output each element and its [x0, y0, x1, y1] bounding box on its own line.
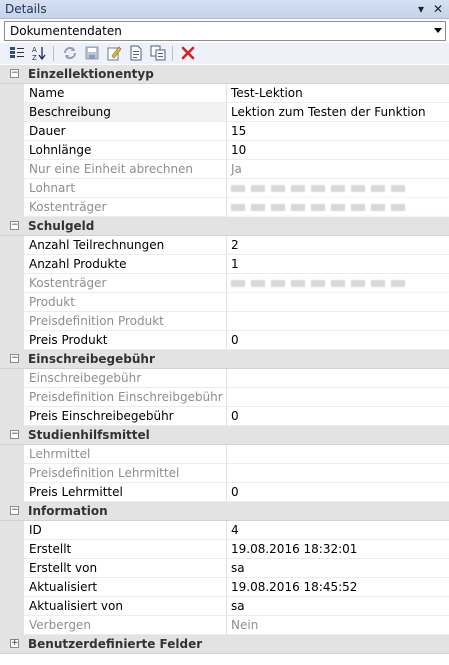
row-gutter — [0, 369, 24, 388]
property-value: Ja — [227, 160, 449, 179]
property-row[interactable] — [0, 179, 449, 198]
panel-titlebar — [0, 0, 449, 19]
categorized-icon[interactable] — [9, 45, 25, 61]
property-row[interactable] — [0, 369, 449, 388]
property-value — [227, 274, 449, 293]
row-gutter — [0, 274, 24, 293]
property-row[interactable] — [0, 236, 449, 255]
property-value[interactable]: 10 — [227, 141, 449, 160]
property-name: Beschreibung — [24, 103, 227, 122]
redacted-value — [231, 280, 411, 287]
property-name: ID — [24, 521, 227, 540]
delete-icon[interactable] — [180, 45, 196, 61]
property-value[interactable]: sa — [227, 559, 449, 578]
row-gutter — [0, 103, 24, 122]
row-gutter — [0, 293, 24, 312]
property-value[interactable]: 1 — [227, 255, 449, 274]
row-gutter — [0, 388, 24, 407]
property-value — [227, 179, 449, 198]
property-name: Preis Einschreibegebühr — [24, 407, 227, 426]
category-label: Information — [28, 504, 108, 518]
property-name: Lohnart — [24, 179, 227, 198]
property-row[interactable] — [0, 103, 449, 122]
category-label: Einschreibegebühr — [28, 352, 155, 366]
property-row[interactable] — [0, 331, 449, 350]
property-name: Preisdefinition Lehrmittel — [24, 464, 227, 483]
property-value[interactable]: 15 — [227, 122, 449, 141]
chevron-down-icon[interactable] — [434, 28, 442, 33]
property-row[interactable] — [0, 445, 449, 464]
row-gutter — [0, 464, 24, 483]
property-row[interactable] — [0, 122, 449, 141]
row-gutter — [0, 122, 24, 141]
row-gutter — [0, 312, 24, 331]
save-icon[interactable] — [84, 45, 100, 61]
property-row[interactable] — [0, 312, 449, 331]
property-row[interactable] — [0, 84, 449, 103]
category-label: Studienhilfsmittel — [28, 428, 150, 442]
toolbar-separator — [172, 46, 173, 61]
property-row[interactable] — [0, 616, 449, 635]
panel-title: Details — [5, 2, 47, 16]
property-name: Aktualisiert von — [24, 597, 227, 616]
collapse-icon[interactable]: − — [11, 68, 19, 78]
row-gutter — [0, 578, 24, 597]
collapse-icon[interactable]: − — [11, 353, 19, 363]
property-name: Einschreibegebühr — [24, 369, 227, 388]
refresh-icon[interactable] — [62, 45, 78, 61]
collapse-icon[interactable]: − — [11, 505, 19, 515]
svg-text:Z: Z — [32, 54, 37, 61]
property-row[interactable] — [0, 198, 449, 217]
property-toolbar — [0, 43, 449, 64]
row-gutter — [0, 521, 24, 540]
row-gutter — [0, 559, 24, 578]
property-name: Erstellt — [24, 540, 227, 559]
property-row[interactable] — [0, 388, 449, 407]
property-name: Erstellt von — [24, 559, 227, 578]
collapse-icon[interactable]: − — [11, 429, 19, 439]
row-gutter — [0, 540, 24, 559]
property-name: Lohnlänge — [24, 141, 227, 160]
close-icon[interactable]: ✕ — [433, 2, 444, 16]
object-select-dropdown[interactable] — [4, 21, 446, 41]
property-value[interactable]: 0 — [227, 331, 449, 350]
property-name: Anzahl Produkte — [24, 255, 227, 274]
edit-icon[interactable] — [106, 45, 122, 61]
property-value — [227, 464, 449, 483]
category-header[interactable] — [0, 502, 449, 521]
category-header[interactable] — [0, 426, 449, 445]
property-value — [227, 445, 449, 464]
pin-dropdown-icon[interactable]: ▾ — [418, 2, 425, 16]
row-gutter — [0, 84, 24, 103]
category-header[interactable] — [0, 65, 449, 84]
property-name: Preisdefinition Produkt — [24, 312, 227, 331]
row-gutter — [0, 179, 24, 198]
property-row[interactable] — [0, 407, 449, 426]
svg-text:A: A — [32, 46, 37, 54]
category-header[interactable] — [0, 217, 449, 236]
property-name: Preis Lehrmittel — [24, 483, 227, 502]
property-name: Aktualisiert — [24, 578, 227, 597]
row-gutter — [0, 141, 24, 160]
property-value — [227, 312, 449, 331]
property-value[interactable]: 4 — [227, 521, 449, 540]
expand-icon[interactable]: + — [11, 638, 19, 648]
property-value — [227, 369, 449, 388]
property-value — [227, 293, 449, 312]
row-gutter — [0, 407, 24, 426]
category-header[interactable] — [0, 350, 449, 369]
category-label: Einzellektionentyp — [28, 67, 154, 81]
copy-icon[interactable] — [150, 45, 166, 61]
collapse-icon[interactable]: − — [11, 220, 19, 230]
property-value[interactable]: Test-Lektion — [227, 84, 449, 103]
property-name: Verbergen — [24, 616, 227, 635]
property-name: Lehrmittel — [24, 445, 227, 464]
property-name: Nur eine Einheit abrechnen — [24, 160, 227, 179]
row-gutter — [0, 616, 24, 635]
property-value — [227, 198, 449, 217]
property-value[interactable]: 19.08.2016 18:32:01 — [227, 540, 449, 559]
property-row[interactable] — [0, 483, 449, 502]
property-value: Nein — [227, 616, 449, 635]
property-value[interactable]: Lektion zum Testen der Funktion — [227, 103, 449, 122]
property-row[interactable] — [0, 578, 449, 597]
property-name: Preis Produkt — [24, 331, 227, 350]
row-gutter — [0, 160, 24, 179]
property-name: Kostenträger — [24, 198, 227, 217]
category-header[interactable] — [0, 635, 449, 654]
property-row[interactable] — [0, 274, 449, 293]
row-gutter — [0, 236, 24, 255]
property-row[interactable] — [0, 521, 449, 540]
category-label: Schulgeld — [28, 219, 95, 233]
property-value[interactable]: sa — [227, 597, 449, 616]
property-row[interactable] — [0, 540, 449, 559]
property-name: Anzahl Teilrechnungen — [24, 236, 227, 255]
property-row[interactable] — [0, 559, 449, 578]
property-row[interactable] — [0, 255, 449, 274]
property-name: Kostenträger — [24, 274, 227, 293]
property-value[interactable]: 19.08.2016 18:45:52 — [227, 578, 449, 597]
property-row[interactable] — [0, 464, 449, 483]
property-row[interactable] — [0, 293, 449, 312]
document-icon[interactable] — [128, 45, 144, 61]
redacted-value — [231, 204, 411, 211]
property-grid — [0, 65, 449, 665]
redacted-value — [231, 185, 411, 192]
property-row[interactable] — [0, 160, 449, 179]
dropdown-value: Dokumentendaten — [10, 24, 122, 38]
property-value[interactable]: 0 — [227, 407, 449, 426]
property-row[interactable] — [0, 141, 449, 160]
property-name: Dauer — [24, 122, 227, 141]
property-value[interactable]: 2 — [227, 236, 449, 255]
row-gutter — [0, 255, 24, 274]
property-value[interactable]: 0 — [227, 483, 449, 502]
property-name: Preisdefinition Einschreibgebühr — [24, 388, 227, 407]
property-name: Name — [24, 84, 227, 103]
category-label: Benutzerdefinierte Felder — [28, 637, 203, 651]
row-gutter — [0, 445, 24, 464]
alphabetical-icon[interactable] — [31, 45, 47, 61]
property-row[interactable] — [0, 597, 449, 616]
property-value — [227, 388, 449, 407]
toolbar-separator — [53, 46, 54, 61]
row-gutter — [0, 198, 24, 217]
row-gutter — [0, 597, 24, 616]
row-gutter — [0, 331, 24, 350]
row-gutter — [0, 483, 24, 502]
property-name: Produkt — [24, 293, 227, 312]
